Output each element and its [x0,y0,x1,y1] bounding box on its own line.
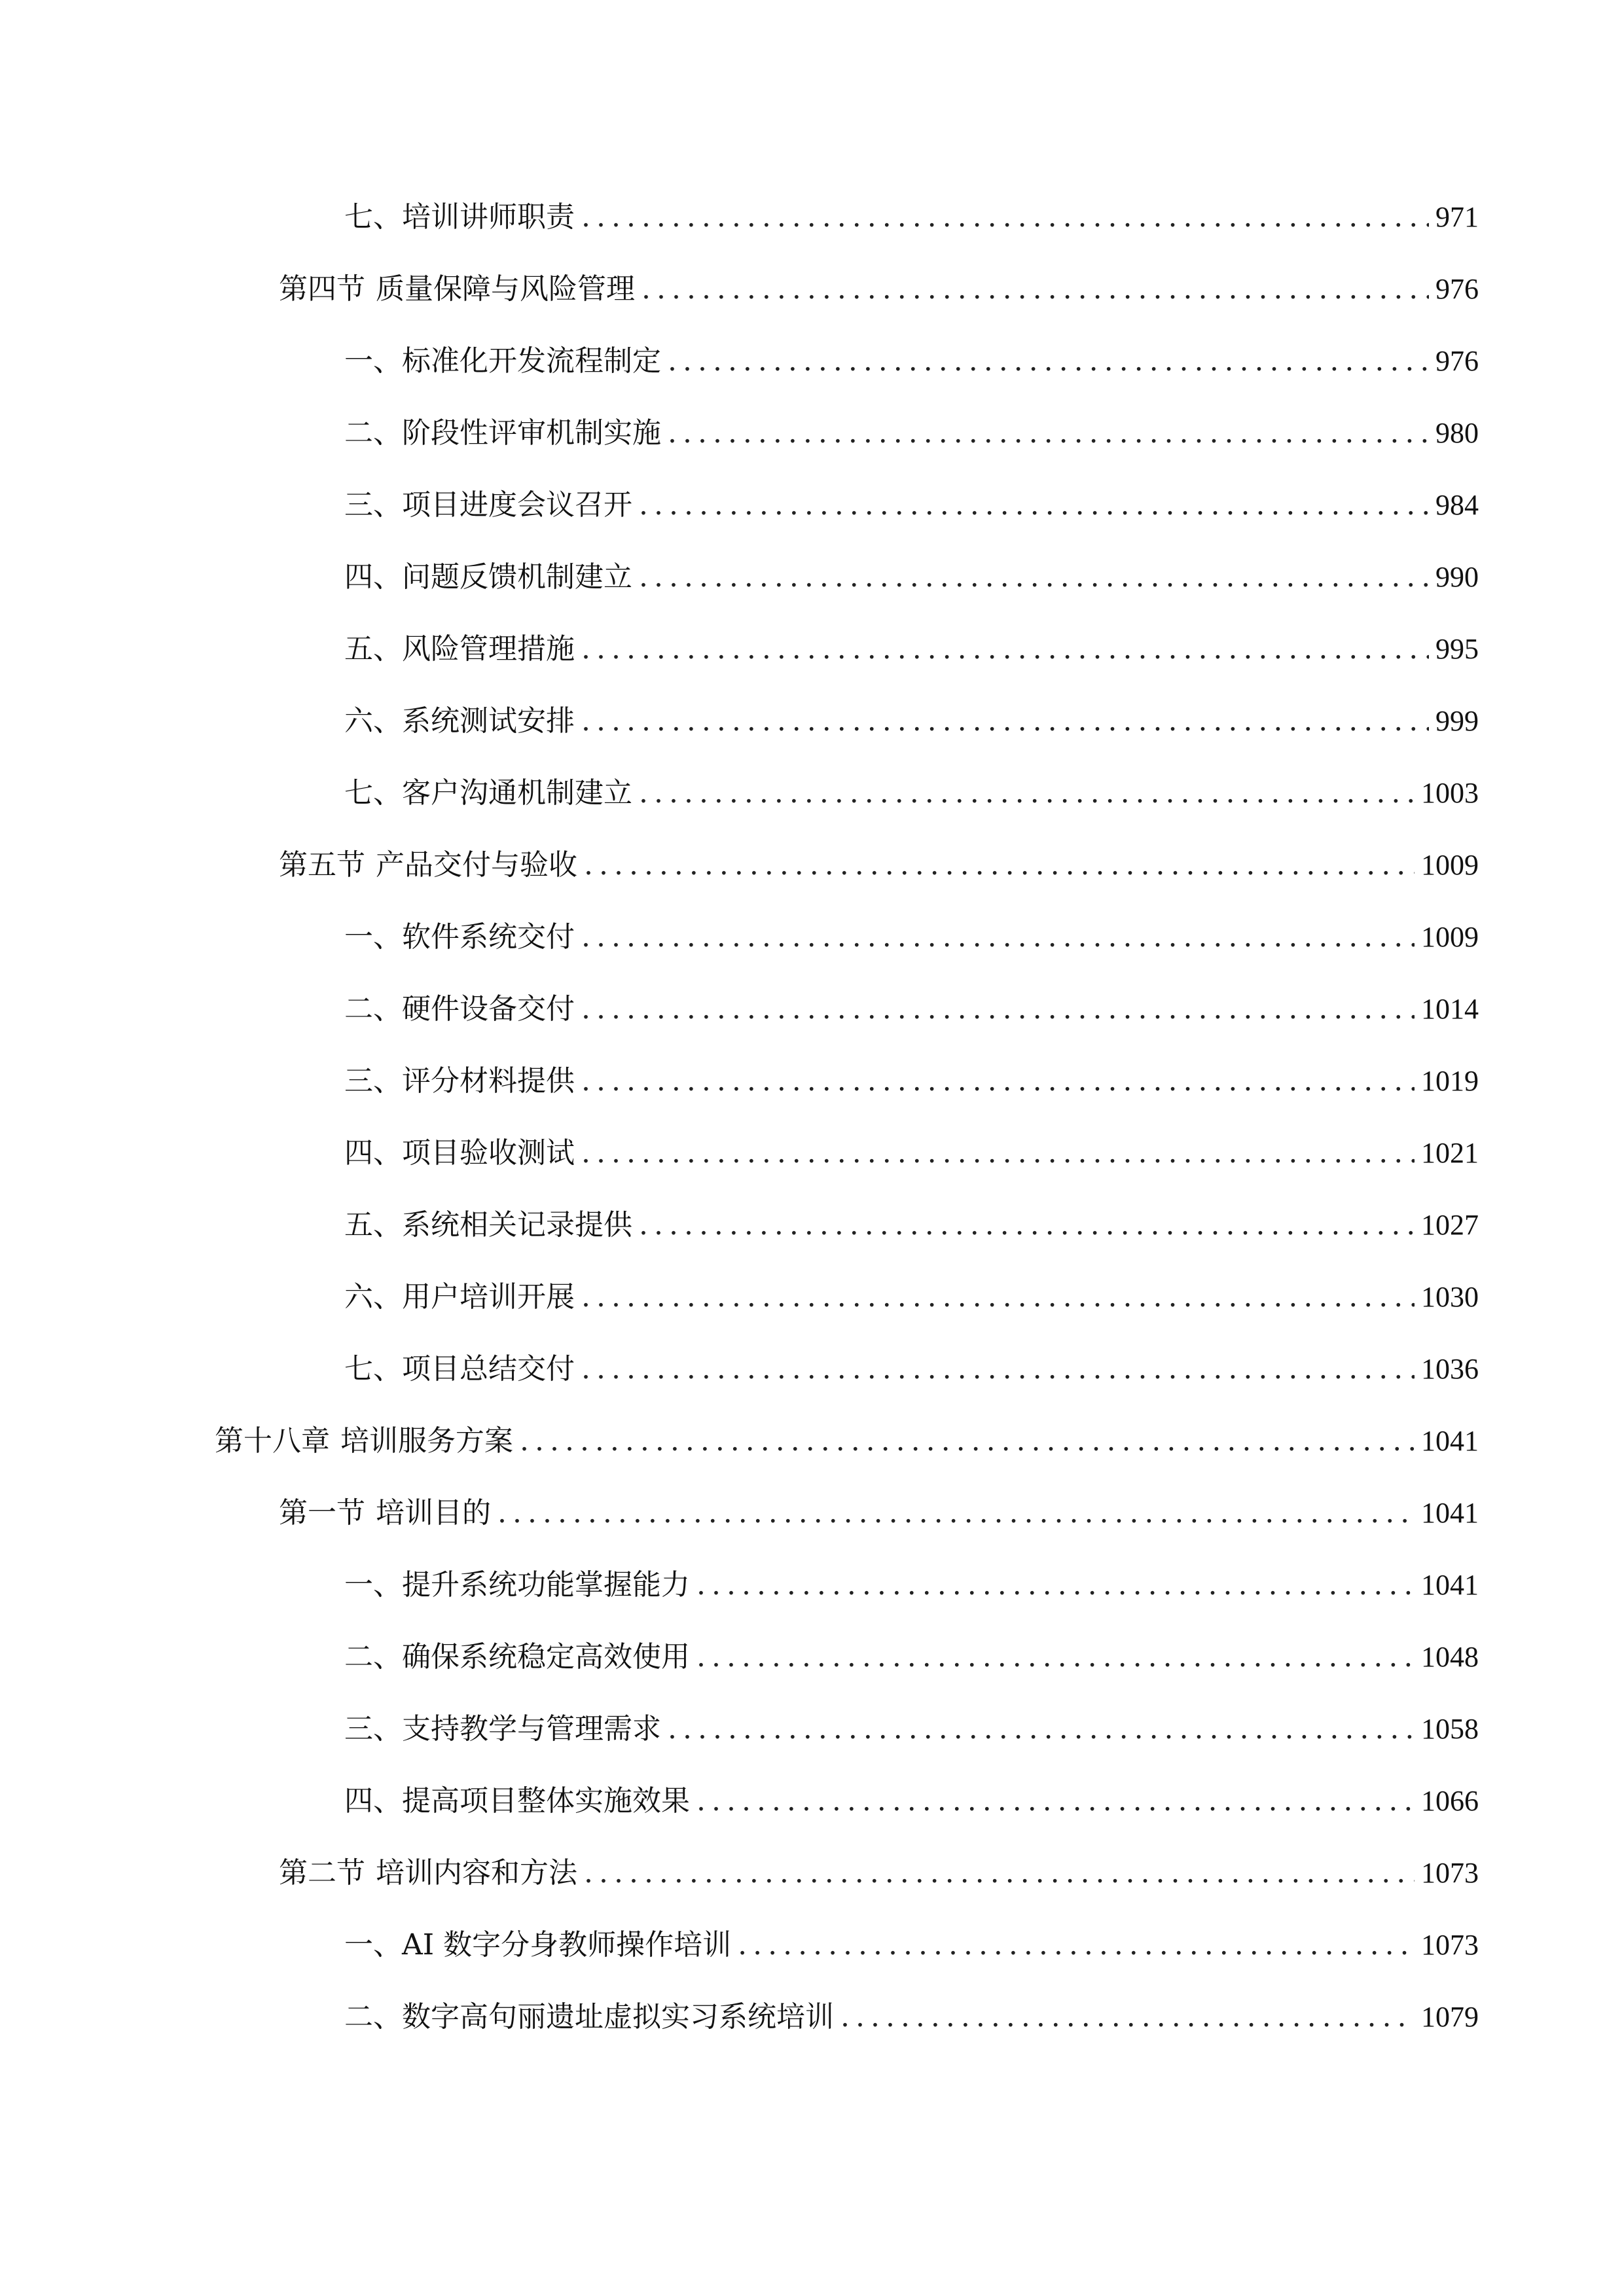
toc-subsection-entry[interactable] [344,628,1479,670]
toc-entry-page-number: 1027 [1421,1209,1479,1241]
toc-entry-number: 七、 [344,200,402,234]
dot-leader [639,772,1415,814]
toc-entry-title: 提升系统功能掌握能力 [402,1568,690,1602]
toc-entry-page-number: 1041 [1421,1569,1479,1601]
toc-entry-number: 二、 [344,1640,402,1674]
toc-subsection-entry[interactable] [344,1564,1479,1606]
toc-entry-page-number: 980 [1435,417,1479,449]
toc-entry-number: 第四节 [279,272,365,306]
dot-leader [581,628,1429,670]
toc-subsection-entry[interactable] [344,1780,1479,1822]
toc-subsection-entry[interactable] [344,916,1479,958]
dot-leader [840,1996,1415,2038]
toc-subsection-entry[interactable] [344,484,1479,526]
toc-entry-number: 七、 [344,776,402,810]
toc-subsection-entry[interactable] [344,1708,1479,1750]
dot-leader [581,1060,1415,1102]
dot-leader [584,844,1415,886]
toc-entry-page-number: 1009 [1421,921,1479,953]
dot-leader [696,1564,1415,1606]
toc-subsection-entry[interactable] [344,1348,1479,1390]
toc-entry-page-number: 995 [1435,633,1479,665]
toc-entry-title: 提高项目整体实施效果 [402,1784,690,1818]
toc-entry-number: 一、 [344,1928,402,1962]
toc-entry-page-number: 971 [1435,201,1479,233]
toc-section-entry[interactable] [279,1852,1479,1894]
toc-subsection-entry[interactable] [344,412,1479,454]
toc-entry-title: 系统测试安排 [402,704,575,738]
toc-entry-title: 数字高句丽遗址虚拟实习系统培训 [402,2000,834,2034]
toc-entry-title: 项目总结交付 [402,1352,575,1386]
toc-entry-title: 产品交付与验收 [376,848,577,882]
toc-entry-number: 四、 [344,1784,402,1818]
toc-entry-title: 支持教学与管理需求 [402,1712,661,1746]
toc-entry-page-number: 1009 [1421,849,1479,881]
dot-leader [738,1924,1415,1966]
toc-entry-number: 第二节 [279,1856,365,1890]
toc-entry-number: 第一节 [279,1496,365,1530]
dot-leader [639,484,1429,526]
toc-entry-number: 七、 [344,1352,402,1386]
toc-entry-title: 评分材料提供 [402,1064,575,1098]
toc-entry-title: 培训目的 [376,1496,491,1530]
toc-subsection-entry[interactable] [344,1204,1479,1246]
toc-entry-title: 项目验收测试 [402,1136,575,1170]
toc-entry-number: 第十八章 [215,1424,330,1458]
toc-entry-title: 培训内容和方法 [376,1856,577,1890]
toc-entry-page-number: 1014 [1421,993,1479,1025]
toc-subsection-entry[interactable] [344,1276,1479,1318]
toc-entry-number: 二、 [344,992,402,1026]
toc-entry-title: 硬件设备交付 [402,992,575,1026]
toc-entry-title: 阶段性评审机制实施 [402,416,661,450]
dot-leader [581,916,1415,958]
dot-leader [581,700,1429,742]
toc-subsection-entry[interactable] [344,772,1479,814]
toc-subsection-entry[interactable] [344,700,1479,742]
dot-leader [581,196,1429,238]
toc-entry-page-number: 984 [1435,489,1479,521]
toc-chapter-entry[interactable] [215,1420,1479,1462]
dot-leader [581,1276,1415,1318]
toc-entry-page-number: 1058 [1421,1713,1479,1745]
toc-entry-page-number: 1041 [1421,1425,1479,1457]
toc-entry-title: 用户培训开展 [402,1280,575,1314]
dot-leader [696,1780,1415,1822]
toc-subsection-entry[interactable] [344,340,1479,382]
dot-leader [696,1636,1415,1678]
toc-section-entry[interactable] [279,268,1479,310]
toc-entry-number: 一、 [344,344,402,378]
toc-entry-number: 一、 [344,920,402,954]
toc-section-entry[interactable] [279,844,1479,886]
toc-entry-number: 三、 [344,1064,402,1098]
toc-entry-page-number: 1021 [1421,1137,1479,1169]
toc-entry-page-number: 1041 [1421,1497,1479,1529]
dot-leader [581,1132,1415,1174]
toc-entry-page-number: 1073 [1421,1929,1479,1961]
toc-entry-page-number: 1019 [1421,1065,1479,1097]
dot-leader [520,1420,1415,1462]
toc-entry-number: 四、 [344,1136,402,1170]
dot-leader [581,1348,1415,1390]
toc-entry-number: 三、 [344,1712,402,1746]
toc-entry-page-number: 999 [1435,705,1479,737]
toc-entry-number: 六、 [344,1280,402,1314]
toc-entry-title: 标准化开发流程制定 [402,344,661,378]
dot-leader [639,556,1429,598]
toc-entry-title: 确保系统稳定高效使用 [402,1640,690,1674]
toc-entry-page-number: 1003 [1421,777,1479,809]
toc-entry-title: 培训服务方案 [340,1424,513,1458]
toc-entry-page-number: 1030 [1421,1281,1479,1313]
toc-entry-title: 软件系统交付 [402,920,575,954]
toc-section-entry[interactable] [279,1492,1479,1534]
toc-entry-page-number: 1073 [1421,1857,1479,1889]
toc-entry-number: 第五节 [279,848,365,882]
toc-entry-page-number: 1036 [1421,1353,1479,1385]
toc-entry-page-number: 976 [1435,273,1479,305]
toc-entry-title: 项目进度会议召开 [402,488,632,522]
dot-leader [581,988,1415,1030]
toc-entry-page-number: 976 [1435,345,1479,377]
dot-leader [668,340,1429,382]
toc-entry-page-number: 1048 [1421,1641,1479,1673]
dot-leader [668,1708,1415,1750]
toc-entry-page-number: 990 [1435,561,1479,593]
toc-entry-number: 一、 [344,1568,402,1602]
toc-entry-title: AI 数字分身教师操作培训 [402,1928,732,1962]
toc-entry-number: 三、 [344,488,402,522]
toc-entry-number: 六、 [344,704,402,738]
dot-leader [497,1492,1415,1534]
toc-entry-page-number: 1079 [1421,2001,1479,2033]
toc-entry-number: 五、 [344,632,402,666]
dot-leader [639,1204,1415,1246]
toc-entry-title: 问题反馈机制建立 [402,560,632,594]
toc-entry-page-number: 1066 [1421,1785,1479,1817]
dot-leader [668,412,1429,454]
toc-subsection-entry[interactable] [344,988,1479,1030]
toc-entry-number: 二、 [344,416,402,450]
toc-subsection-entry[interactable] [344,1060,1479,1102]
toc-subsection-entry[interactable] [344,1924,1479,1966]
toc-subsection-entry[interactable] [344,1636,1479,1678]
toc-entry-title: 客户沟通机制建立 [402,776,632,810]
toc-entry-title: 质量保障与风险管理 [376,272,635,306]
toc-entry-title: 培训讲师职责 [402,200,575,234]
toc-entry-title: 系统相关记录提供 [402,1208,632,1242]
toc-subsection-entry[interactable] [344,1132,1479,1174]
dot-leader [584,1852,1415,1894]
toc-entry-number: 四、 [344,560,402,594]
toc-entry-number: 二、 [344,2000,402,2034]
dot-leader [641,268,1429,310]
toc-entry-title: 风险管理措施 [402,632,575,666]
toc-subsection-entry[interactable] [344,196,1479,238]
toc-subsection-entry[interactable] [344,556,1479,598]
toc-entry-number: 五、 [344,1208,402,1242]
toc-subsection-entry[interactable] [344,1996,1479,2038]
